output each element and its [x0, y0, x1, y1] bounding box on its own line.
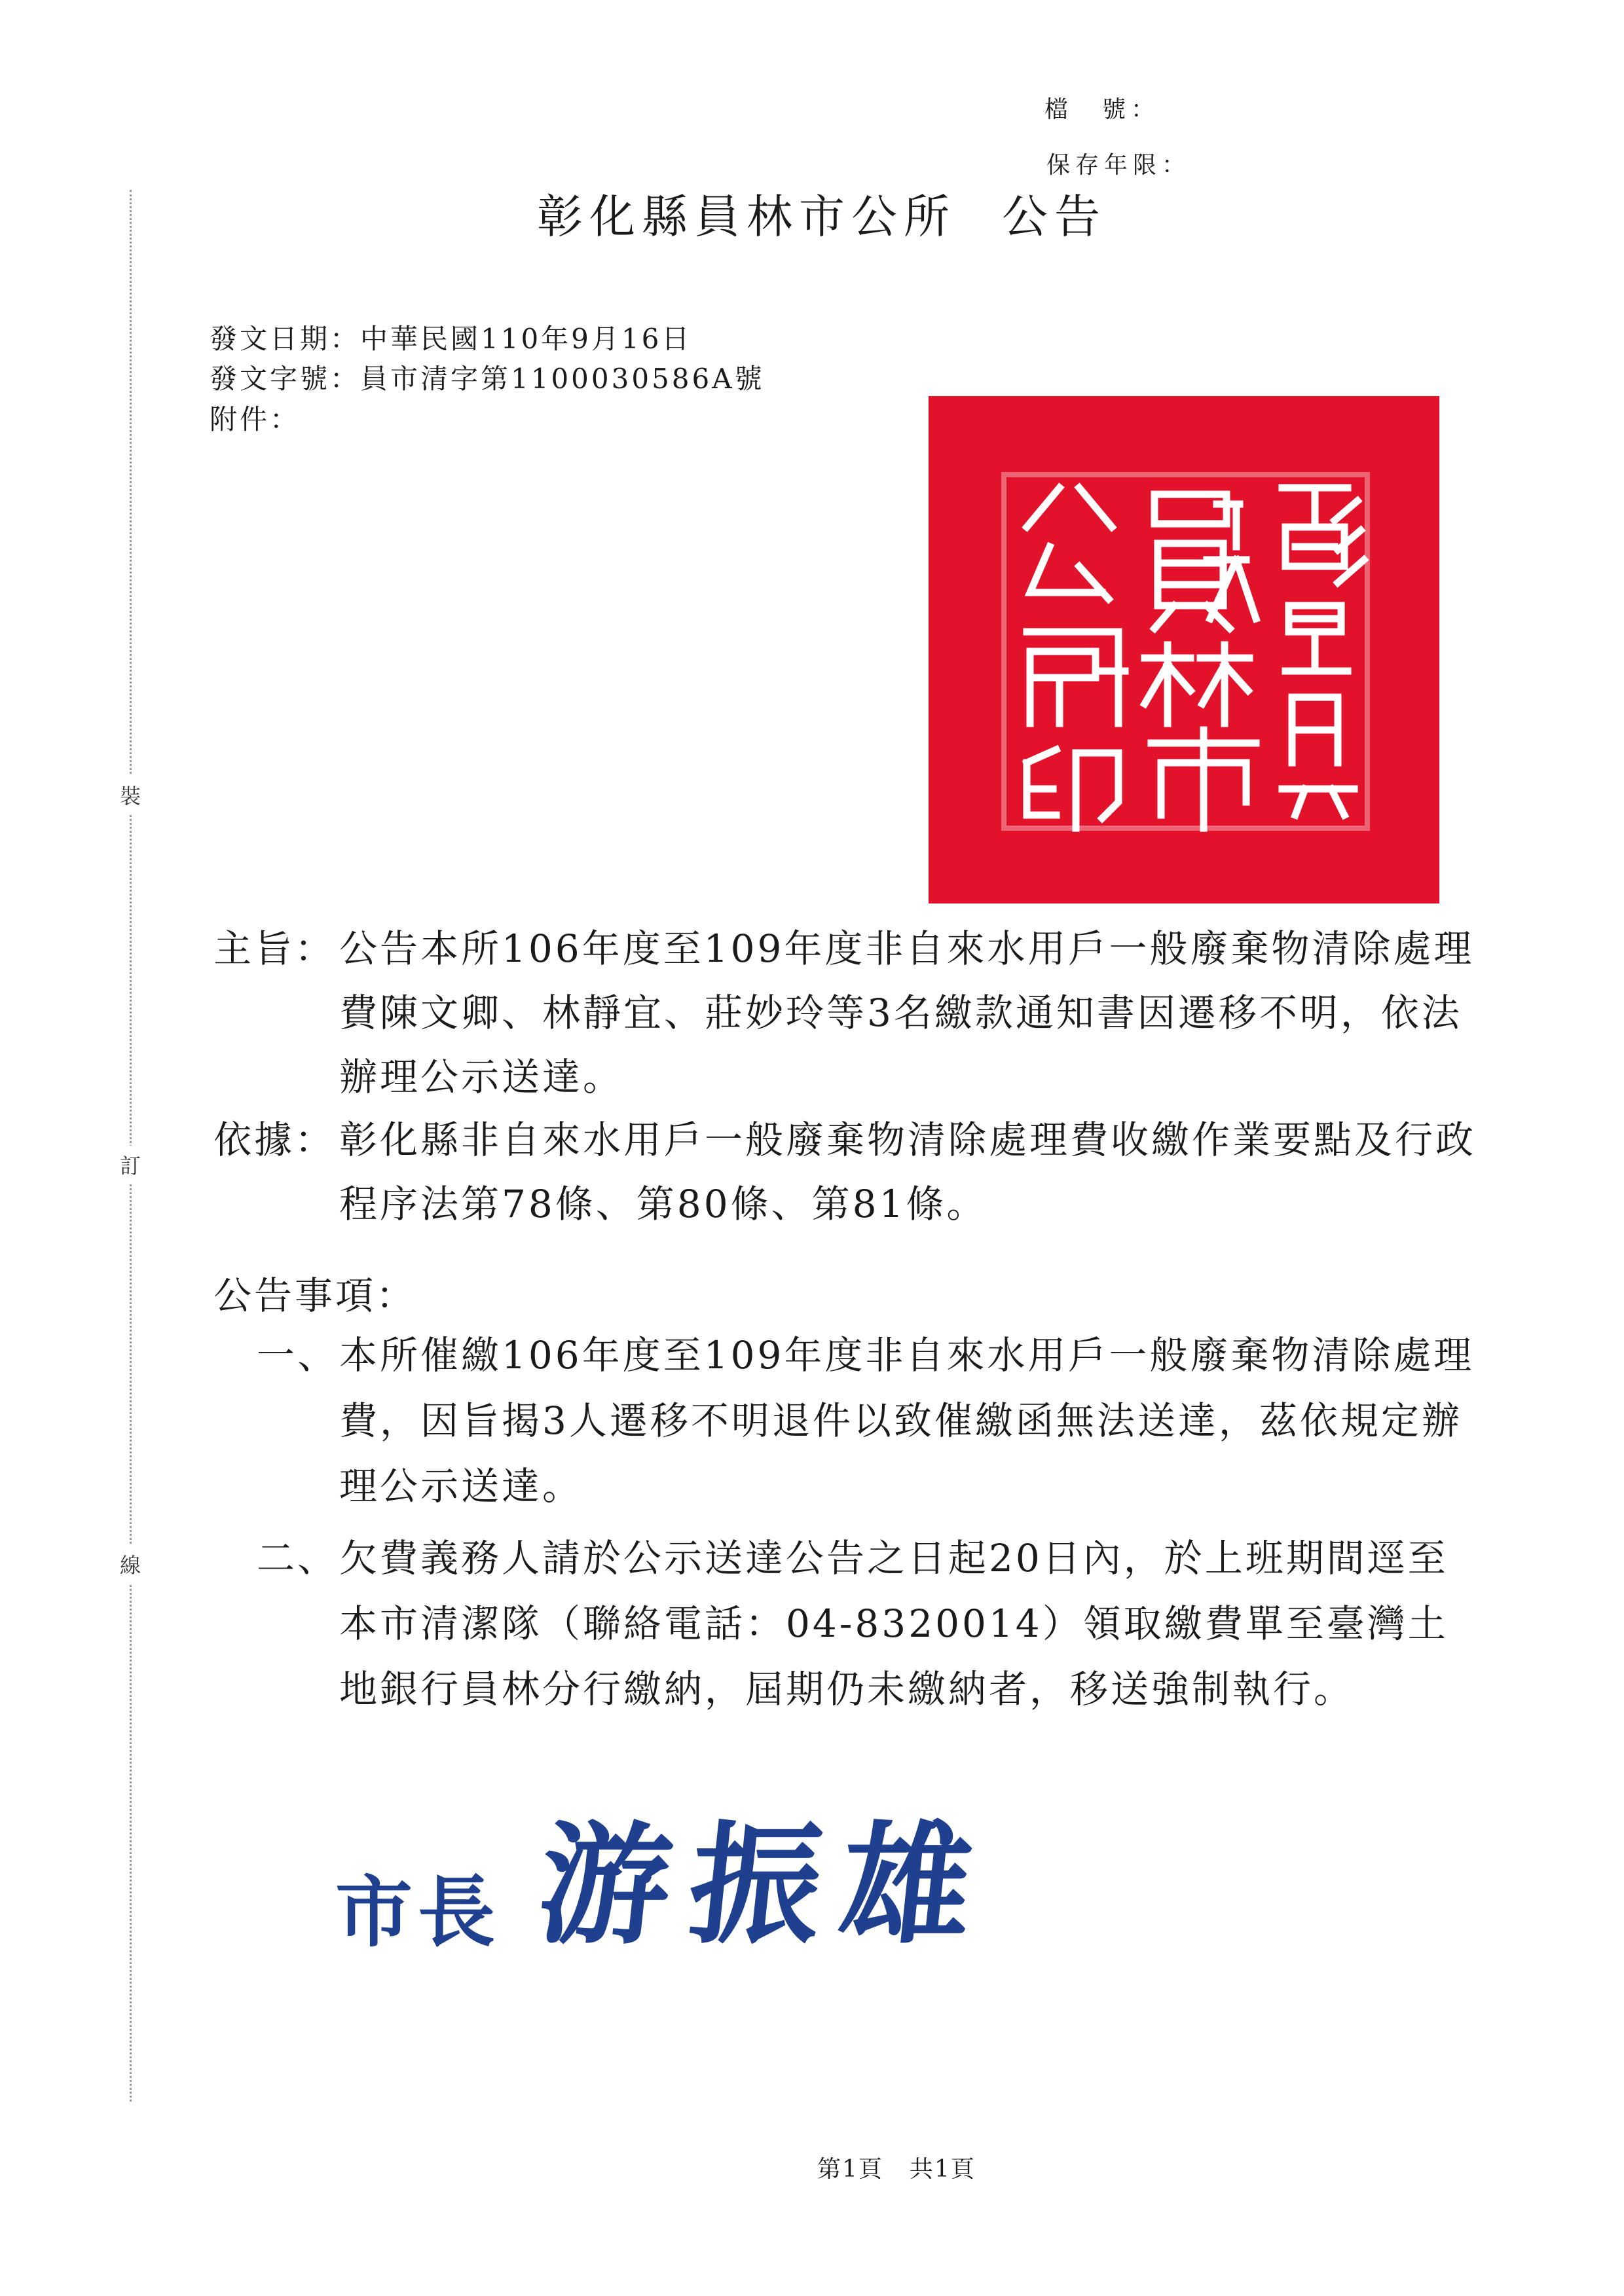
document-number-value: 員市清字第1100030586A號	[360, 363, 765, 395]
subject-paragraph	[213, 917, 1484, 1109]
issue-date-row	[210, 325, 692, 353]
total-pages: 共1頁	[909, 2156, 976, 2183]
issue-date-label: 發文日期：	[210, 323, 361, 355]
announcement-items-heading: 公告事項：	[213, 1273, 417, 1318]
binding-mark-xian: 線	[120, 1545, 141, 1583]
file-number-label: 檔 號：	[1044, 96, 1160, 123]
item-text: 欠費義務人請於公示送達公告之日起20日內，於上班期間逕至本市清潔隊（聯絡電話：04-8320014）領取繳費單至臺灣土地銀行員林分行繳納，屆期仍未繳納者，移送強制執行。	[339, 1536, 1449, 1711]
basis-label: 依據：	[213, 1118, 336, 1162]
announcement-item	[257, 1322, 1485, 1519]
attachment-label: 附件：	[210, 403, 301, 435]
binding-mark-ding: 訂	[120, 1146, 141, 1184]
page-number	[817, 2151, 976, 2184]
mayor-signature	[335, 1808, 1000, 1962]
document-number-row	[210, 365, 765, 393]
basis-text: 彰化縣非自來水用戶一般廢棄物清除處理費收繳作業要點及行政程序法第78條、第80條、第81條。	[339, 1118, 1477, 1226]
signature-name: 游振雄	[531, 1808, 1000, 1962]
official-seal	[929, 396, 1439, 903]
agency-name: 彰化縣員林市公所	[537, 190, 956, 244]
signature-title: 市長	[335, 1867, 501, 1958]
subject-text: 公告本所106年度至109年度非自來水用戶一般廢棄物清除處理費陳文卿、林靜宜、莊妙玲等3名繳款通知書因遷移不明，依法辦理公示送達。	[339, 926, 1475, 1099]
subject-label: 主旨：	[213, 926, 336, 971]
item-number: 二、	[257, 1536, 339, 1580]
document-type: 公告	[1002, 190, 1107, 244]
attachment-row	[210, 403, 301, 435]
announcement-item	[257, 1525, 1485, 1722]
item-text: 本所催繳106年度至109年度非自來水用戶一般廢棄物清除處理費，因旨揭3人遷移不明退件以致催繳函無法送達，茲依規定辦理公示送達。	[339, 1333, 1475, 1508]
retention-period-label: 保存年限：	[1046, 152, 1191, 179]
page-title	[537, 190, 1107, 244]
current-page: 第1頁	[817, 2156, 883, 2183]
basis-paragraph	[213, 1108, 1484, 1236]
item-number: 一、	[257, 1333, 339, 1377]
binding-mark-zhuang: 裝	[120, 776, 141, 814]
document-number-label: 發文字號：	[210, 363, 361, 395]
issue-date-value: 中華民國110年9月16日	[360, 323, 692, 355]
